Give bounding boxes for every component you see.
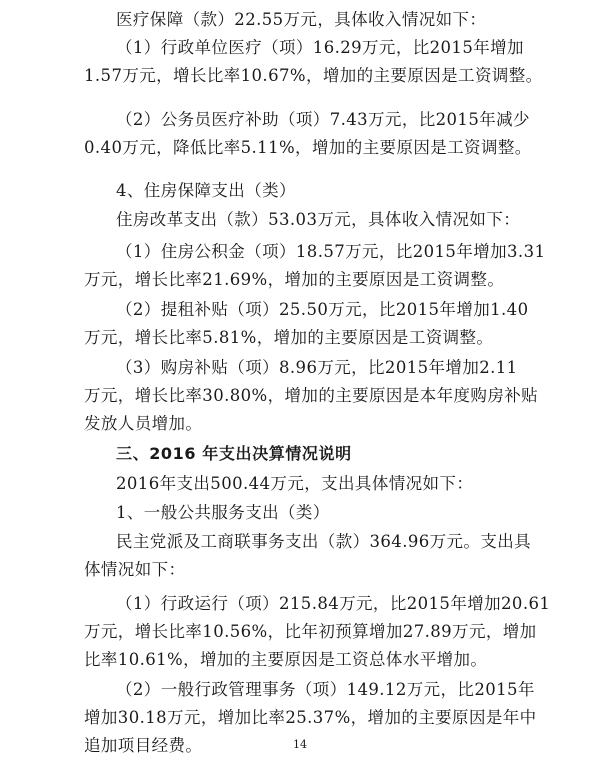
- text-line: 4、住房保障支出（类）: [116, 181, 296, 200]
- text-line: 医疗保障（款）22.55万元，具体收入情况如下：: [116, 10, 487, 29]
- section-housing-security: [116, 177, 524, 205]
- text-line: 万元，增长比率21.69%，增加的主要原因是工资调整。: [84, 270, 505, 289]
- text-line: 住房改革支出（款）53.03万元，具体收入情况如下：: [116, 210, 521, 229]
- text-line: 民主党派及工商联事务支出（款）364.96万元。支出具: [116, 532, 532, 551]
- section-heading-expenditure: [116, 440, 524, 468]
- paragraph-medical-security: [116, 6, 524, 34]
- text-line: 2016年支出500.44万元，支出具体情况如下：: [116, 474, 474, 493]
- paragraph-total-expenditure: [116, 470, 524, 498]
- text-line: 0.40万元，降低比率5.11%，增加的主要原因是工资调整。: [84, 138, 532, 157]
- text-line: （3）购房补贴（项）8.96万元，比2015年增加2.11: [116, 358, 518, 377]
- paragraph-housing-purchase-subsidy: [84, 354, 539, 438]
- text-line: 1、一般公共服务支出（类）: [116, 503, 330, 522]
- page-number: 14: [293, 738, 307, 751]
- text-line: 体情况如下：: [84, 560, 186, 579]
- paragraph-civil-servant-medical: [84, 106, 532, 162]
- text-line: 比率10.61%，增加的主要原因是工资总体水平增加。: [84, 650, 488, 669]
- text-line: （2）一般行政管理事务（项）149.12万元，比2015年: [116, 680, 535, 699]
- paragraph-rent-subsidy: [84, 296, 529, 352]
- paragraph-housing-reform: [116, 206, 524, 234]
- text-line: 追加项目经费。: [84, 736, 203, 755]
- text-line: （1）住房公积金（项）18.57万元，比2015年增加3.31: [116, 242, 546, 261]
- text-line: 万元，增长比率5.81%，增加的主要原因是工资调整。: [84, 328, 494, 347]
- text-line: （1）行政运行（项）215.84万元，比2015年增加20.61: [116, 594, 551, 613]
- paragraph-housing-fund: [84, 238, 546, 294]
- paragraph-admin-operation: [84, 590, 551, 674]
- paragraph-admin-medical: [84, 34, 543, 90]
- text-line: （2）公务员医疗补助（项）7.43万元，比2015年减少: [116, 110, 530, 129]
- text-line: （1）行政单位医疗（项）16.29万元，比2015年增加: [116, 38, 524, 57]
- paragraph-democratic-parties: [84, 528, 532, 584]
- heading-text: 三、2016 年支出决算情况说明: [116, 444, 352, 463]
- text-line: 增加30.18万元，增加比率25.37%，增加的主要原因是年中: [84, 708, 537, 727]
- section-general-public-service: [116, 499, 524, 527]
- text-line: 发放人员增加。: [84, 414, 203, 433]
- text-line: （2）提租补贴（项）25.50万元，比2015年增加1.40: [116, 300, 529, 319]
- text-line: 万元，增长比率30.80%，增加的主要原因是本年度购房补贴: [84, 386, 539, 405]
- text-line: 万元，增长比率10.56%，比年初预算增加27.89万元，增加: [84, 622, 537, 641]
- text-line: 1.57万元，增长比率10.67%，增加的主要原因是工资调整。: [84, 66, 543, 85]
